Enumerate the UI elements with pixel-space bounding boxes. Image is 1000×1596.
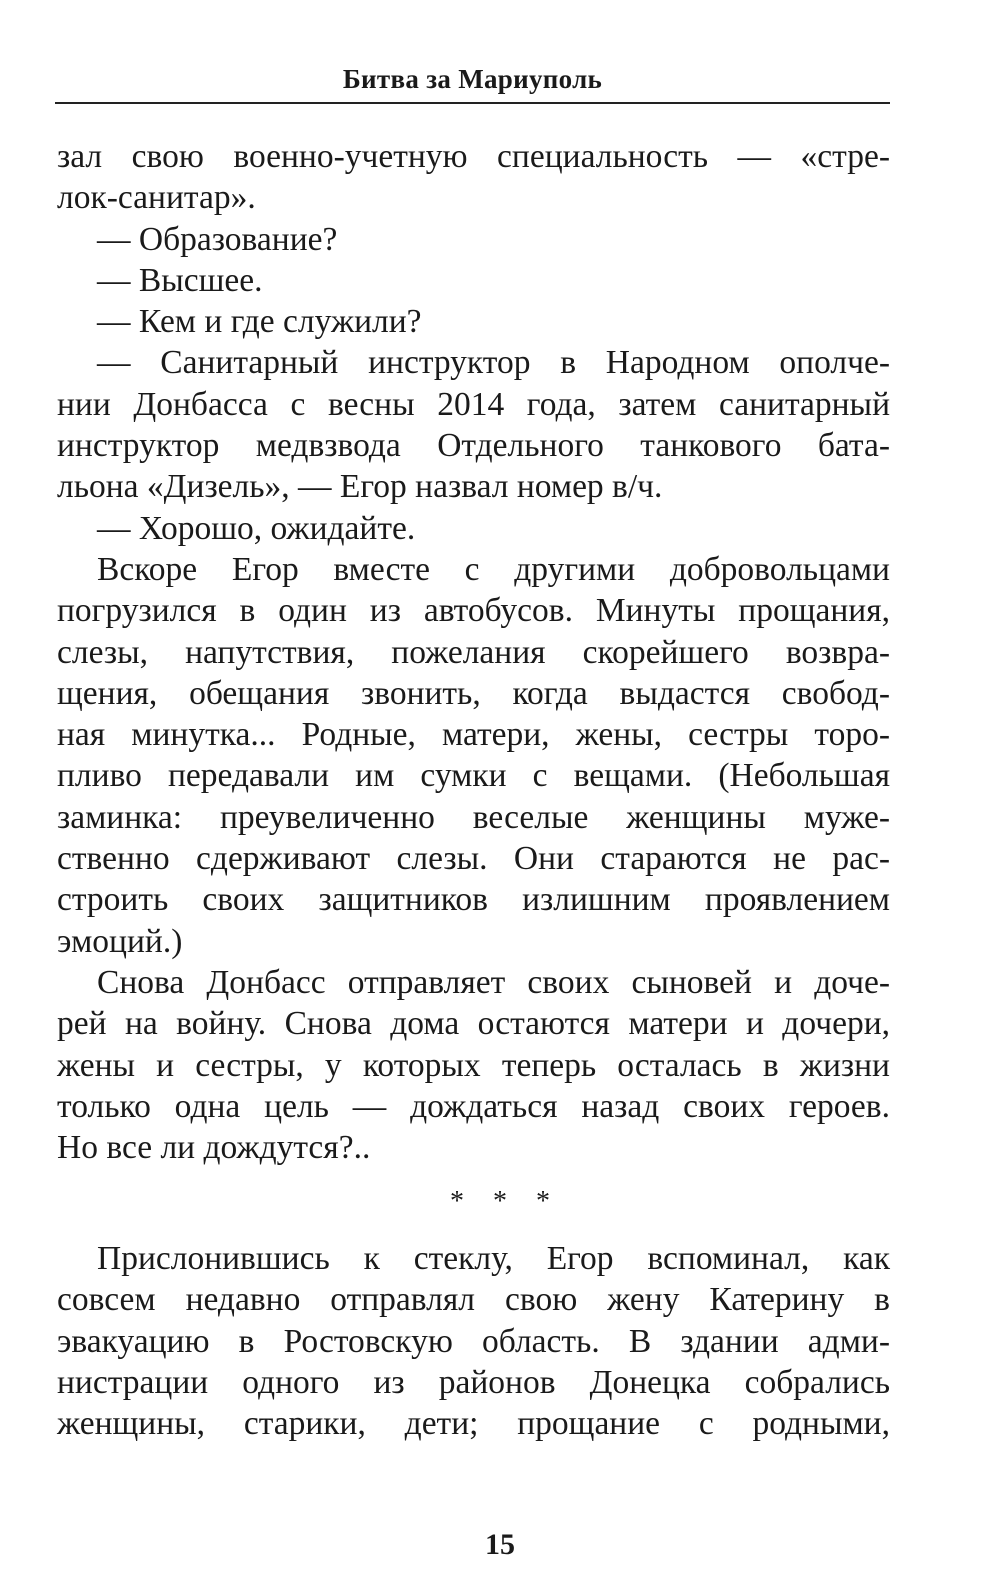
text-line: пливо передавали им сумки с вещами. (Небольшая xyxy=(57,757,890,795)
text-line: Снова Донбасс отправляет своих сыновей и доче- xyxy=(97,963,890,1001)
text-line: строить своих защитников излишним проявлением xyxy=(57,881,890,919)
text-line: жены и сестры, у которых теперь осталась в жизни xyxy=(57,1046,890,1084)
text-line: погрузился в один из автобусов. Минуты прощания, xyxy=(57,592,890,630)
text-line: — Образование? xyxy=(97,220,338,258)
text-line: совсем недавно отправлял свою жену Катерину в xyxy=(57,1281,890,1319)
text-line: — Высшее. xyxy=(97,261,263,299)
text-line: лок-санитар». xyxy=(57,179,256,217)
text-line: рей на войну. Снова дома остаются матери и дочери, xyxy=(57,1005,890,1043)
text-line: Вскоре Егор вместе с другими добровольцами xyxy=(97,550,890,588)
section-separator: * * * xyxy=(450,1186,550,1217)
text-line: ственно сдерживают слезы. Они стараются не рас- xyxy=(57,840,890,878)
text-line: ная минутка... Родные, матери, жены, сестры торо- xyxy=(57,716,890,754)
text-line: Прислонившись к стеклу, Егор вспоминал, как xyxy=(97,1240,890,1277)
text-line: эвакуацию в Ростовскую область. В здании адми- xyxy=(57,1322,890,1360)
text-line: Но все ли дождутся?.. xyxy=(57,1129,371,1167)
text-line: слезы, напутствия, пожелания скорейшего возвра- xyxy=(57,633,890,671)
text-line: заминка: преувеличенно веселые женщины муже- xyxy=(57,798,890,836)
running-header: Битва за Мариуполь xyxy=(342,64,603,94)
text-line: только одна цель — дождаться назад своих героев. xyxy=(57,1087,890,1125)
text-line: женщины, старики, дети; прощание с родными, xyxy=(57,1405,890,1443)
text-line: нистрации одного из районов Донецка собрались xyxy=(57,1363,890,1401)
text-line: инструктор медвзвода Отдельного танкового бата- xyxy=(57,427,890,465)
text-line: эмоций.) xyxy=(57,922,183,960)
text-line: зал свою военно-учетную специальность — «стре- xyxy=(57,138,890,175)
page-number: 15 xyxy=(485,1528,515,1561)
text-line: льона «Дизель», — Егор назвал номер в/ч. xyxy=(57,468,663,506)
text-line: — Кем и где служили? xyxy=(97,303,422,341)
header-rule xyxy=(55,102,890,104)
text-line: нии Донбасса с весны 2014 года, затем санитарный xyxy=(57,385,890,423)
new-section-text-block xyxy=(57,1238,890,1444)
text-line: — Хорошо, ожидайте. xyxy=(97,509,416,547)
main-text-block xyxy=(57,136,890,1168)
text-line: щения, обещания звонить, когда выдастся свобод- xyxy=(57,674,890,712)
text-line: — Санитарный инструктор в Народном ополче- xyxy=(97,344,890,382)
